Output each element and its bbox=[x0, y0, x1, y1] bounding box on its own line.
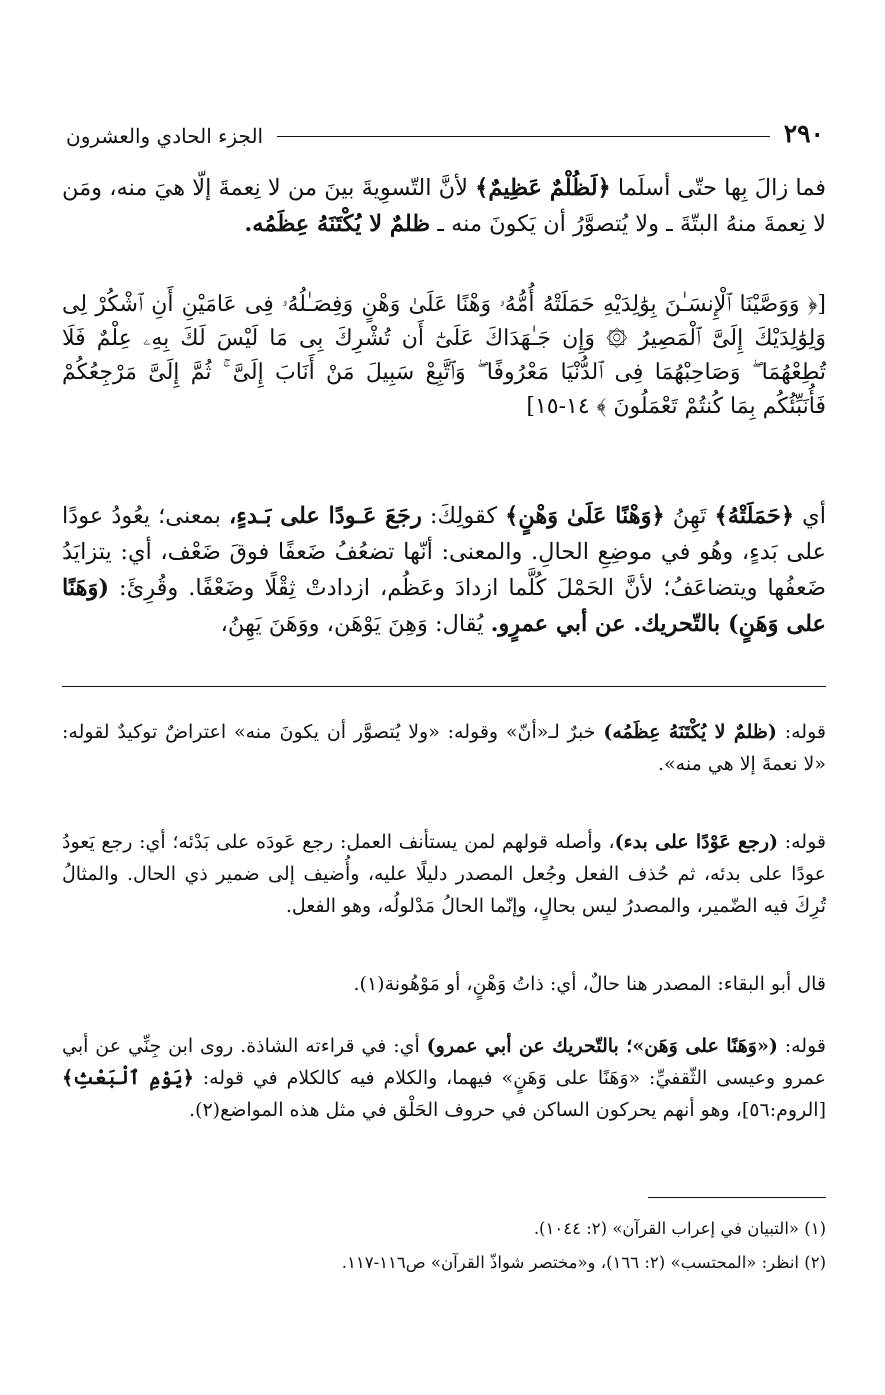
para1-text-1: فما زالَ بِها حتّى أسلَما bbox=[610, 175, 826, 201]
part-title: الجزء الحادي والعشرون bbox=[66, 124, 264, 148]
commentary-note-2 bbox=[62, 826, 826, 922]
quran-quote-wahnan: ﴿وَهْنًا عَلَىٰ وَهْنٍ﴾ bbox=[505, 503, 665, 529]
quran-verse-block bbox=[62, 288, 826, 424]
para1-bold-phrase: ظلمٌ لا يُكْتَنَهُ عِظَمُه. bbox=[244, 211, 431, 237]
quran-quote-yawm-al-bath: ﴿يَوْمِ ٱلْبَعْثِ﴾ bbox=[62, 1067, 194, 1089]
note2-text-1: قوله: bbox=[778, 831, 826, 853]
commentary-separator bbox=[62, 686, 826, 687]
commentary-note-4 bbox=[62, 1030, 826, 1126]
para2-bold-example: رجَعَ عَـودًا على بَـدءٍ، bbox=[228, 503, 422, 529]
para2-text-7: بمعنى؛ يعُودُ عودًا على بَدءٍ، وهُو في موضِعِ الحالِ. والمعنى: أنّها تضعُفُ ضَعفًا فوقَ ضَعْف، أي: يتزايَدُ ضَعفُها ويتضاعَفُ؛ لأنَّ الحَمْلَ كُلَّما ازدادَ وعَظُم، ازدادتْ ثِقْلًا وضَعْفًا. وقُرِئَ: bbox=[62, 503, 826, 601]
para2-text-1: أي bbox=[794, 503, 827, 529]
quran-verse-text: [﴿ وَوَصَّيْنَا ٱلْإِنسَـٰنَ بِوَٰلِدَيْهِ حَمَلَتْهُ أُمُّهُۥ وَهْنًا عَلَىٰ وَهْنٍ وَفِصَـٰلُهُۥ فِى عَامَيْنِ أَنِ ٱشْكُرْ لِى وَلِوَٰلِدَيْكَ إِلَىَّ ٱلْمَصِيرُ ۞ وَإِن جَـٰهَدَاكَ عَلَىٰٓ أَن تُشْرِكَ بِى مَا لَيْسَ لَكَ بِهِۦ عِلْمٌ فَلَا تُطِعْهُمَا ۖ وَصَاحِبْهُمَا فِى ٱلدُّنْيَا مَعْرُوفًا ۖ وَٱتَّبِعْ سَبِيلَ مَنْ أَنَابَ إِلَىَّ ۚ ثُمَّ إِلَىَّ مَرْجِعُكُمْ فَأُنَبِّئُكُم بِمَا كُنتُمْ تَعْمَلُونَ ﴾ ١٤-١٥] bbox=[62, 292, 826, 419]
footnote-separator bbox=[648, 1197, 826, 1198]
main-paragraph-1 bbox=[62, 170, 826, 242]
commentary-note-1 bbox=[62, 716, 826, 780]
para2-text-9: يُقال: وَهِنَ يَوْهَن، ووَهَنَ يَهِنُ، bbox=[220, 611, 491, 637]
para2-text-3: تَهِنُ bbox=[664, 503, 715, 529]
note1-bold: (ظلمٌ لا يُكْتَنَهُ عِظَمُه) bbox=[603, 721, 777, 743]
main-paragraph-2 bbox=[62, 498, 826, 642]
note1-text-3: خبرٌ لـ«أنّ» وقوله: «ولا يُتصوَّر أن يكونَ منه» اعتراضٌ توكيدٌ لقوله: «لا نعمةَ إلا هي منه». bbox=[62, 721, 826, 775]
note4-text-5: [الروم:٥٦]، وهو أنهم يحركون الساكن في حروف الحَلْق في مثل هذه المواضع(٢). bbox=[189, 1099, 826, 1121]
quran-quote-hamalathu: ﴿حَمَلَتْهُ﴾ bbox=[714, 503, 795, 529]
note2-bold: (رجع عَوْدًا على بدء) bbox=[614, 831, 779, 853]
note2-text-3: ، وأصله قولهم لمن يستأنف العمل: رجع عَودَه على بَدْئه؛ أي: رجع يَعودُ عودًا على بدئه، ثم حُذف الفعل وجُعل المصدر دليلًا عليه، وأُضيف إلى ضمير ذي الحال. والمثالُ تُرِكَ فيه الضّمير، والمصدرُ ليس بحالٍ، وإنّما الحالُ مَدْلولُه، وهو الفعل. bbox=[62, 831, 826, 917]
note4-text-1: قوله: bbox=[777, 1035, 826, 1057]
footnote-2 bbox=[62, 1248, 826, 1278]
quran-quote-zulm: ﴿لَظُلْمٌ عَظِيمٌ﴾ bbox=[475, 175, 611, 201]
page-number: ٢٩٠ bbox=[783, 119, 824, 148]
header-rule bbox=[277, 136, 770, 137]
para1-text-3: لأنَّ التّسوِيةَ بينَ من لا نِعمةَ إلّا هيَ منه، ومَن لا نِعمةَ منهُ البتّةَ ـ ولا يُتصوَّرُ أن يَكونَ منه ـ bbox=[62, 175, 826, 237]
footnote-1 bbox=[62, 1214, 826, 1244]
para2-bold-reading: (وَهَنًا على وَهَنٍ) بالتّحريك. عن أبي عمرٍو. bbox=[62, 575, 826, 637]
note4-bold: («وَهَنًا على وَهَن»؛ بالتّحريك عن أبي عمرو) bbox=[426, 1035, 778, 1057]
page-header bbox=[66, 112, 824, 146]
note3-text: قال أبو البقاء: المصدر هنا حالٌ، أي: ذاتُ وَهْنٍ، أو مَوْهُونة(١). bbox=[353, 973, 826, 995]
commentary-note-3 bbox=[62, 968, 826, 1000]
note4-text-3: أي: في قراءته الشاذة. روى ابن جِنِّي عن أبي عمرو وعيسى الثّقفيِّ: «وَهَنًا على وَهَنٍ» فيهما، والكلام فيه كالكلام في قوله: bbox=[62, 1035, 826, 1089]
footnote-1-text: (١) «التبيان في إعراب القرآن» (٢: ١٠٤٤). bbox=[533, 1219, 826, 1238]
note1-text-1: قوله: bbox=[776, 721, 826, 743]
para2-text-5: كقولِكَ: bbox=[421, 503, 506, 529]
footnote-2-text: (٢) انظر: «المحتسب» (٢: ١٦٦)، و«مختصر شواذّ القرآن» ص١١٦-١١٧. bbox=[341, 1253, 826, 1272]
